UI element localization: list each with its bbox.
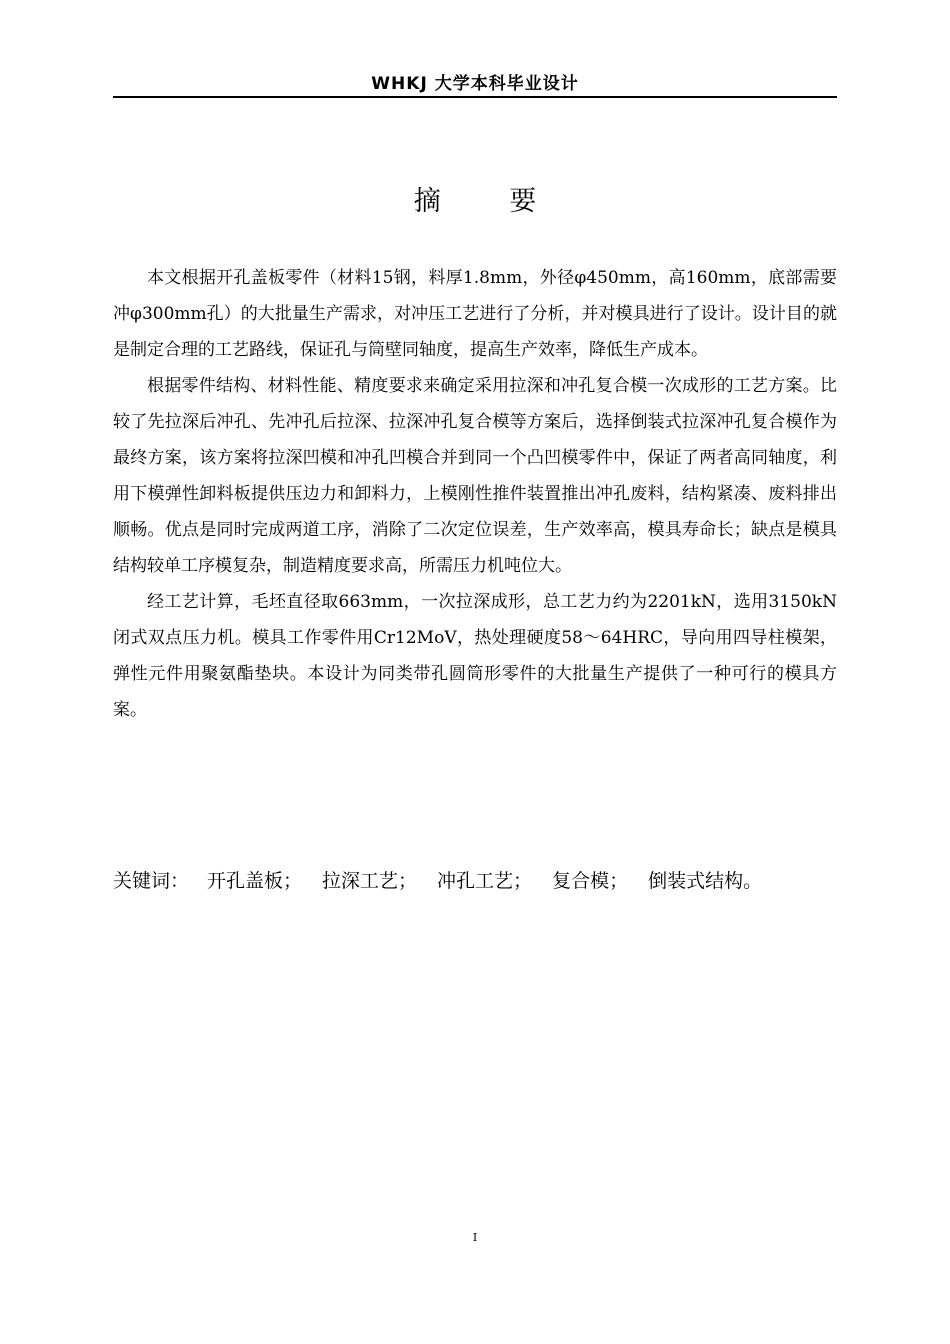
header-title: WHKJ 大学本科毕业设计 xyxy=(371,74,579,94)
page-header xyxy=(113,72,837,98)
keyword-item: 开孔盖板； xyxy=(207,870,303,892)
keyword-item: 拉深工艺； xyxy=(322,870,418,892)
keyword-item: 冲孔工艺； xyxy=(437,870,533,892)
keywords-line xyxy=(113,864,853,898)
abstract-paragraph: 根据零件结构、材料性能、精度要求来确定采用拉深和冲孔复合模一次成形的工艺方案。比较了先拉深后冲孔、先冲孔后拉深、拉深冲孔复合模等方案后，选择倒装式拉深冲孔复合模作为最终方案，该方案将拉深凹模和冲孔凹模合并到同一个凸凹模零件中，保证了两者高同轴度，利用下模弹性卸料板提供压边力和卸料力，上模刚性推件装置推出冲孔废料，结构紧凑、废料排出顺畅。优点是同时完成两道工序，消除了二次定位误差，生产效率高，模具寿命长；缺点是模具结构较单工序模复杂，制造精度要求高，所需压力机吨位大。 xyxy=(113,376,837,576)
abstract-title: 摘 要 xyxy=(413,186,567,217)
abstract-body xyxy=(113,260,837,728)
abstract-paragraph: 本文根据开孔盖板零件（材料15钢，料厚1.8mm，外径φ450mm，高160mm，底部需要冲φ300mm孔）的大批量生产需求，对冲压工艺进行了分析，并对模具进行了设计。设计目的就是制定合理的工艺路线，保证孔与筒壁同轴度，提高生产效率，降低生产成本。 xyxy=(113,268,837,360)
keyword-item: 倒装式结构。 xyxy=(648,870,763,892)
page-number: I xyxy=(472,1231,478,1244)
keyword-item: 复合模； xyxy=(552,870,629,892)
abstract-paragraph: 经工艺计算，毛坯直径取663mm，一次拉深成形，总工艺力约为2201kN，选用3150kN闭式双点压力机。模具工作零件用Cr12MoV，热处理硬度58～64HRC，导向用四导柱模架，弹性元件用聚氨酯垫块。本设计为同类带孔圆筒形零件的大批量生产提供了一种可行的模具方案。 xyxy=(113,592,837,720)
keywords-label: 关键词： xyxy=(113,870,190,892)
